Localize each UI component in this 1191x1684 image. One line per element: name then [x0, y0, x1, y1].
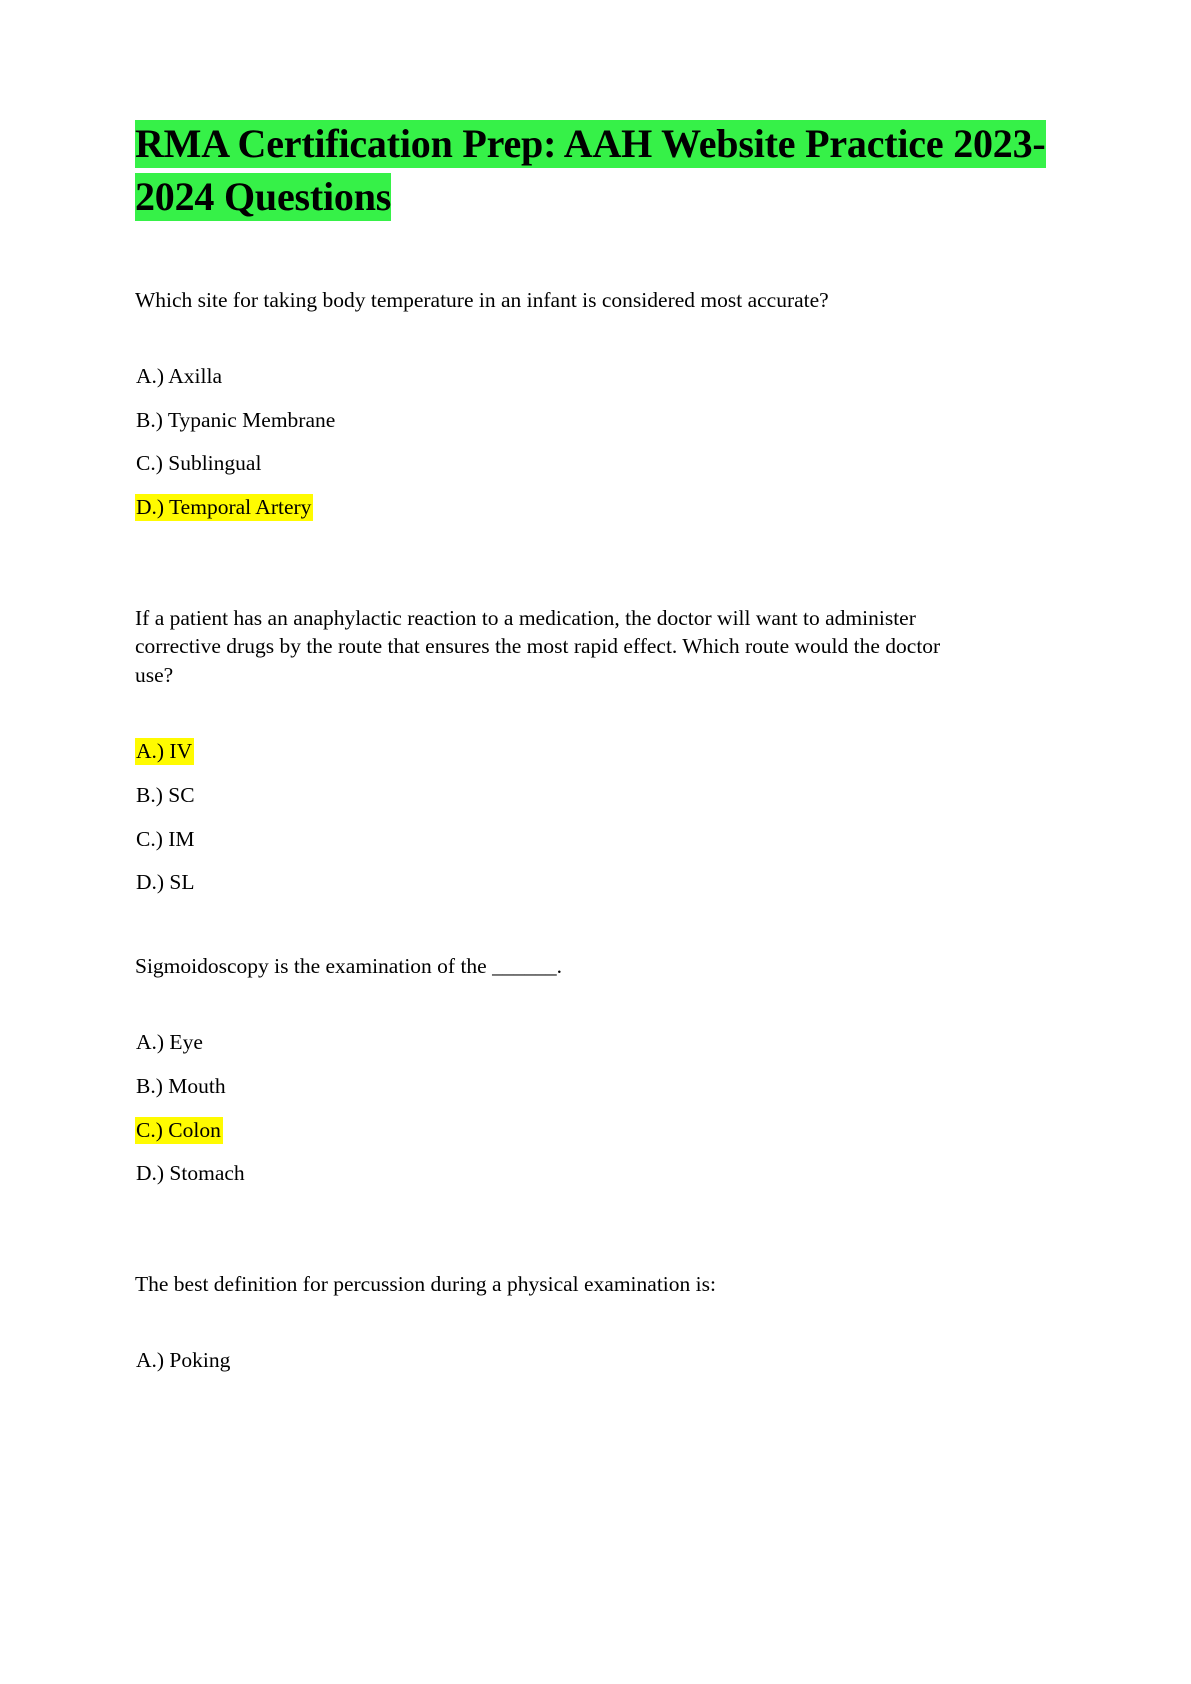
answer-choice[interactable]: D.) SL [136, 870, 195, 895]
question-block [135, 604, 1056, 897]
question-block [135, 1270, 1056, 1375]
question-block [135, 286, 1056, 522]
answer-choice[interactable]: C.) IM [136, 826, 195, 851]
answer-choice[interactable]: C.) Sublingual [136, 451, 262, 476]
page-title-text: RMA Certification Prep: AAH Website Practice 2023-2024 Questions [135, 121, 1046, 219]
question-block [135, 952, 1056, 1188]
answer-choice[interactable]: B.) Typanic Membrane [136, 407, 336, 432]
answer-choice-correct[interactable]: C.) Colon [136, 1117, 221, 1142]
answer-choice[interactable]: B.) Mouth [136, 1073, 226, 1098]
answer-choice[interactable]: D.) Stomach [136, 1161, 245, 1186]
question-prompt: Which site for taking body temperature in an infant is considered most accurate? [135, 287, 829, 312]
answer-choice[interactable]: A.) Axilla [136, 364, 222, 389]
answer-choice[interactable]: B.) SC [136, 782, 195, 807]
answer-choice-correct[interactable]: D.) Temporal Artery [136, 494, 312, 519]
page-title [135, 118, 1056, 224]
answer-choice[interactable]: A.) Poking [136, 1348, 231, 1373]
answer-choice-correct[interactable]: A.) IV [136, 739, 193, 764]
question-prompt: If a patient has an anaphylactic reaction to a medication, the doctor will want to administer corrective drugs by the route that ensures the most rapid effect. Which route would the doctor use? [135, 605, 941, 687]
question-prompt: Sigmoidoscopy is the examination of the ______. [135, 953, 562, 978]
question-prompt: The best definition for percussion during a physical examination is: [135, 1271, 716, 1296]
answer-choice[interactable]: A.) Eye [136, 1030, 203, 1055]
